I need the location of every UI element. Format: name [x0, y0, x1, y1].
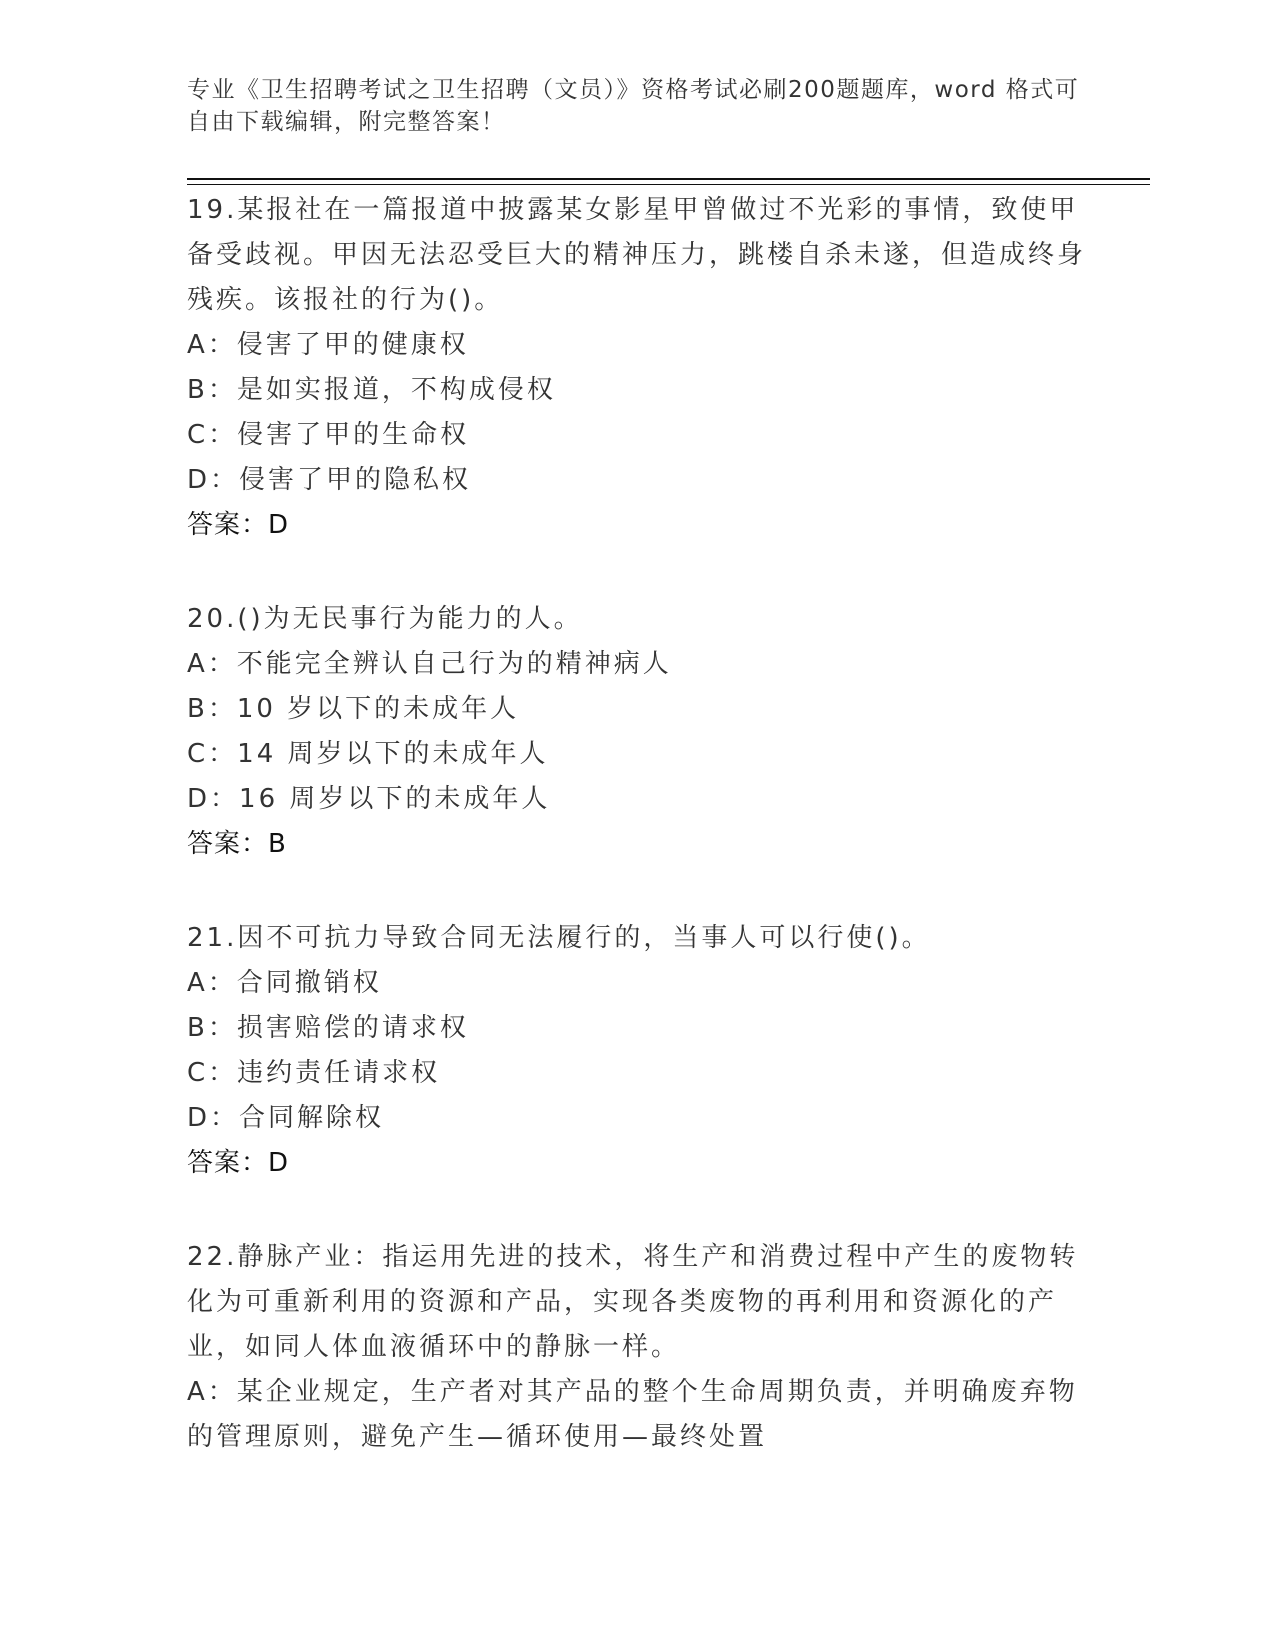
question-stem: 19.某报社在一篇报道中披露某女影星甲曾做过不光彩的事情，致使甲备受歧视。甲因无法忍受巨大的精神压力，跳楼自杀未遂，但造成终身残疾。该报社的行为()。 [187, 195, 1087, 315]
answer-line: 答案：D [187, 1148, 290, 1178]
option-c: C：14 周岁以下的未成年人 [187, 739, 549, 769]
option-c: C：违约责任请求权 [187, 1058, 441, 1088]
option-d: D：合同解除权 [187, 1103, 385, 1133]
answer-line: 答案：B [187, 829, 287, 859]
option-c: C：侵害了甲的生命权 [187, 420, 470, 450]
option-b: B：是如实报道，不构成侵权 [187, 375, 556, 405]
question-20 [187, 597, 1087, 867]
question-21 [187, 916, 1087, 1186]
document-header: 专业《卫生招聘考试之卫生招聘（文员）》资格考试必刷200题题库，word 格式可自由下载编辑，附完整答案！ [187, 77, 1080, 135]
option-d: D：侵害了甲的隐私权 [187, 465, 472, 495]
option-b: B：10 岁以下的未成年人 [187, 694, 520, 724]
header-divider-thick [187, 178, 1150, 180]
question-stem: 20.()为无民事行为能力的人。 [187, 604, 583, 634]
question-22 [187, 1235, 1087, 1460]
answer-line: 答案：D [187, 510, 290, 540]
option-b: B：损害赔偿的请求权 [187, 1013, 469, 1043]
option-a: A：某企业规定，生产者对其产品的整个生命周期负责，并明确废弃物的管理原则，避免产生—循环使用—最终处置 [187, 1377, 1078, 1452]
header-divider-thin [187, 184, 1150, 185]
question-stem: 22.静脉产业：指运用先进的技术，将生产和消费过程中产生的废物转化为可重新利用的资源和产品，实现各类废物的再利用和资源化的产业，如同人体血液循环中的静脉一样。 [187, 1242, 1079, 1362]
question-list [187, 188, 1087, 1460]
option-a: A：不能完全辨认自己行为的精神病人 [187, 649, 672, 679]
option-d: D：16 周岁以下的未成年人 [187, 784, 551, 814]
option-a: A：侵害了甲的健康权 [187, 330, 469, 360]
option-a: A：合同撤销权 [187, 968, 382, 998]
question-stem: 21.因不可抗力导致合同无法履行的，当事人可以行使()。 [187, 923, 931, 953]
question-19 [187, 188, 1087, 548]
